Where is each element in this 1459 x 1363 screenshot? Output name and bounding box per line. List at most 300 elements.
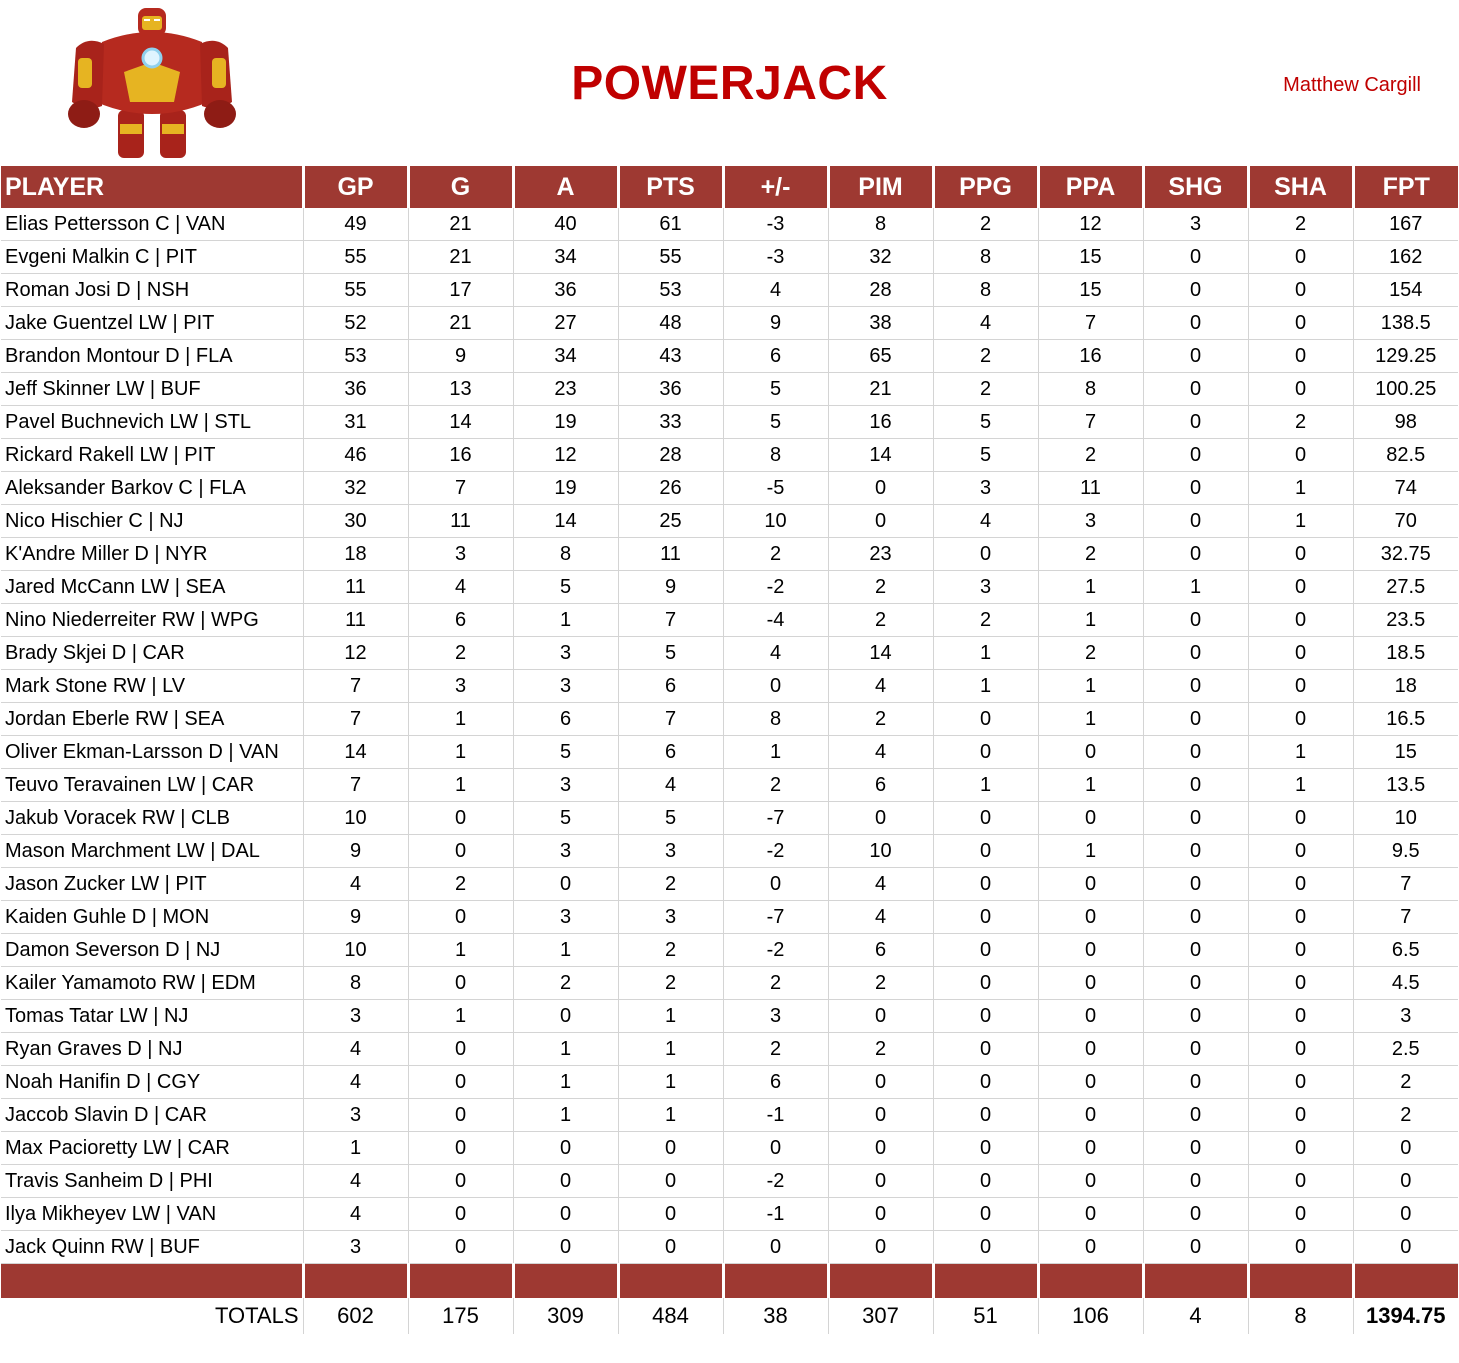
player-cell: K'Andre Miller D | NYR	[1, 538, 303, 571]
stat-cell: 4.5	[1353, 967, 1458, 1000]
stat-cell: 0	[933, 736, 1038, 769]
stat-cell: 1	[408, 1000, 513, 1033]
stat-cell: 1	[618, 1000, 723, 1033]
owner-name: Matthew Cargill	[1283, 74, 1421, 96]
stat-cell: 6	[828, 934, 933, 967]
stat-cell: 1	[618, 1033, 723, 1066]
stat-cell: 0	[828, 472, 933, 505]
stat-cell: 8	[828, 208, 933, 241]
table-row	[1, 901, 1458, 934]
stat-cell: 0	[408, 1132, 513, 1165]
stat-cell: 0	[933, 901, 1038, 934]
table-row	[1, 472, 1458, 505]
stat-cell: 0	[1353, 1198, 1458, 1231]
stat-cell: 0	[1038, 868, 1143, 901]
stat-cell: 27.5	[1353, 571, 1458, 604]
stat-cell: 0	[1248, 901, 1353, 934]
stat-cell: 1	[408, 736, 513, 769]
stat-cell: 1	[1248, 769, 1353, 802]
totals-cell: 51	[933, 1298, 1038, 1334]
column-header: GP	[303, 166, 408, 208]
stat-cell: 6.5	[1353, 934, 1458, 967]
stat-cell: 0	[933, 538, 1038, 571]
player-cell: Elias Pettersson C | VAN	[1, 208, 303, 241]
stat-cell: 6	[723, 1066, 828, 1099]
stat-cell: 34	[513, 241, 618, 274]
stat-cell: 0	[1038, 967, 1143, 1000]
stat-cell: 11	[303, 604, 408, 637]
totals-label: TOTALS	[1, 1298, 303, 1334]
divider-cell	[618, 1264, 723, 1299]
stat-cell: 0	[933, 868, 1038, 901]
stat-cell: 1	[1038, 703, 1143, 736]
stat-cell: 14	[828, 439, 933, 472]
stat-cell: 1	[513, 1099, 618, 1132]
stat-cell: 0	[1248, 1198, 1353, 1231]
stat-cell: 0	[828, 1099, 933, 1132]
stat-cell: 18	[1353, 670, 1458, 703]
stat-cell: 1	[408, 934, 513, 967]
stat-cell: 0	[1038, 1066, 1143, 1099]
stat-cell: 8	[723, 439, 828, 472]
stat-cell: 9	[618, 571, 723, 604]
table-row	[1, 439, 1458, 472]
stat-cell: 4	[303, 1165, 408, 1198]
stat-cell: 0	[513, 1231, 618, 1264]
stat-cell: 0	[1038, 1099, 1143, 1132]
stat-cell: 5	[513, 571, 618, 604]
stat-cell: 14	[303, 736, 408, 769]
table-row	[1, 307, 1458, 340]
player-cell: Jack Quinn RW | BUF	[1, 1231, 303, 1264]
stat-cell: 7	[1038, 307, 1143, 340]
stat-cell: 2	[933, 604, 1038, 637]
stat-cell: 4	[408, 571, 513, 604]
stat-cell: 0	[1143, 1099, 1248, 1132]
stat-cell: 43	[618, 340, 723, 373]
stat-cell: 0	[1248, 604, 1353, 637]
stat-cell: 70	[1353, 505, 1458, 538]
totals-row	[1, 1298, 1458, 1334]
stat-cell: 2	[723, 967, 828, 1000]
stat-cell: -2	[723, 934, 828, 967]
stat-cell: -1	[723, 1099, 828, 1132]
stat-cell: 30	[303, 505, 408, 538]
stat-cell: 1	[1038, 835, 1143, 868]
divider-cell	[1038, 1264, 1143, 1299]
player-cell: Jake Guentzel LW | PIT	[1, 307, 303, 340]
table-row	[1, 208, 1458, 241]
stat-cell: 0	[1038, 802, 1143, 835]
stat-cell: 0	[933, 802, 1038, 835]
divider-cell	[1143, 1264, 1248, 1299]
stat-cell: 1	[513, 934, 618, 967]
stat-cell: -2	[723, 835, 828, 868]
stat-cell: 61	[618, 208, 723, 241]
stat-cell: 1	[303, 1132, 408, 1165]
stat-cell: 0	[1248, 1033, 1353, 1066]
stat-cell: 0	[1143, 1165, 1248, 1198]
stat-cell: 2	[408, 637, 513, 670]
stat-cell: 33	[618, 406, 723, 439]
stat-cell: 7	[303, 670, 408, 703]
stat-cell: 0	[1143, 340, 1248, 373]
stat-cell: 0	[1248, 1231, 1353, 1264]
stat-cell: 2	[1038, 637, 1143, 670]
stat-cell: -7	[723, 901, 828, 934]
stat-cell: 0	[408, 1165, 513, 1198]
stat-cell: 0	[933, 1000, 1038, 1033]
stat-cell: 18	[303, 538, 408, 571]
stat-cell: 2	[723, 769, 828, 802]
stat-cell: 0	[1143, 637, 1248, 670]
table-row	[1, 967, 1458, 1000]
stat-cell: 6	[723, 340, 828, 373]
stat-cell: 0	[408, 802, 513, 835]
page-title: POWERJACK	[571, 57, 888, 110]
stat-cell: 7	[1353, 901, 1458, 934]
totals-cell: 602	[303, 1298, 408, 1334]
stat-cell: 2	[1353, 1099, 1458, 1132]
player-cell: Oliver Ekman-Larsson D | VAN	[1, 736, 303, 769]
player-cell: Brady Skjei D | CAR	[1, 637, 303, 670]
stat-cell: 7	[618, 604, 723, 637]
column-header: PPA	[1038, 166, 1143, 208]
stat-cell: 19	[513, 406, 618, 439]
stat-cell: 4	[723, 637, 828, 670]
stat-cell: 2	[828, 1033, 933, 1066]
stat-cell: 1	[1038, 670, 1143, 703]
stat-cell: 1	[933, 670, 1038, 703]
player-cell: Travis Sanheim D | PHI	[1, 1165, 303, 1198]
stat-cell: 6	[408, 604, 513, 637]
stat-cell: 28	[618, 439, 723, 472]
player-cell: Max Pacioretty LW | CAR	[1, 1132, 303, 1165]
stat-cell: 3	[513, 835, 618, 868]
stat-cell: 15	[1038, 241, 1143, 274]
stat-cell: 0	[1248, 637, 1353, 670]
stat-cell: 0	[1143, 505, 1248, 538]
stat-cell: 2	[1248, 406, 1353, 439]
stat-cell: 14	[408, 406, 513, 439]
stat-cell: -3	[723, 241, 828, 274]
stat-cell: 98	[1353, 406, 1458, 439]
stat-cell: 0	[1248, 835, 1353, 868]
stat-cell: 12	[303, 637, 408, 670]
stat-cell: 1	[933, 769, 1038, 802]
stat-cell: 0	[723, 1132, 828, 1165]
stat-cell: -2	[723, 1165, 828, 1198]
stat-cell: 0	[828, 1066, 933, 1099]
stat-cell: 13	[408, 373, 513, 406]
table-row	[1, 373, 1458, 406]
stat-cell: 9	[303, 901, 408, 934]
stat-cell: 0	[828, 1000, 933, 1033]
column-header: PPG	[933, 166, 1038, 208]
stat-cell: 0	[513, 1000, 618, 1033]
stat-cell: 2	[828, 703, 933, 736]
stat-cell: 0	[933, 1033, 1038, 1066]
stat-cell: 1	[1248, 472, 1353, 505]
stat-cell: 5	[933, 406, 1038, 439]
stat-cell: 3	[513, 637, 618, 670]
stat-cell: 53	[303, 340, 408, 373]
stat-cell: 0	[1143, 373, 1248, 406]
stat-cell: 4	[618, 769, 723, 802]
stat-cell: 12	[1038, 208, 1143, 241]
divider-cell	[723, 1264, 828, 1299]
player-cell: Jaccob Slavin D | CAR	[1, 1099, 303, 1132]
stat-cell: 19	[513, 472, 618, 505]
stat-cell: 15	[1353, 736, 1458, 769]
stat-cell: 2	[618, 967, 723, 1000]
stat-cell: 1	[513, 1066, 618, 1099]
stat-cell: 4	[933, 505, 1038, 538]
stat-cell: 2	[1248, 208, 1353, 241]
table-row	[1, 1033, 1458, 1066]
stat-cell: 14	[513, 505, 618, 538]
stat-cell: -3	[723, 208, 828, 241]
stat-cell: 6	[828, 769, 933, 802]
player-cell: Jeff Skinner LW | BUF	[1, 373, 303, 406]
player-cell: Mark Stone RW | LV	[1, 670, 303, 703]
stat-cell: 3	[618, 901, 723, 934]
stat-cell: 0	[933, 1165, 1038, 1198]
table-row	[1, 604, 1458, 637]
stat-cell: 0	[933, 967, 1038, 1000]
stat-cell: 0	[1143, 307, 1248, 340]
stat-cell: 2	[408, 868, 513, 901]
stat-cell: -1	[723, 1198, 828, 1231]
stat-cell: 0	[1248, 934, 1353, 967]
stat-cell: 3	[303, 1099, 408, 1132]
stat-cell: 4	[303, 1033, 408, 1066]
table-row	[1, 505, 1458, 538]
stat-cell: 16	[408, 439, 513, 472]
table-row	[1, 241, 1458, 274]
column-header: PLAYER	[1, 166, 303, 208]
stat-cell: 8	[933, 241, 1038, 274]
table-row	[1, 1198, 1458, 1231]
stat-cell: 3	[618, 835, 723, 868]
stat-cell: 16	[828, 406, 933, 439]
stat-cell: 65	[828, 340, 933, 373]
stat-cell: 0	[1353, 1132, 1458, 1165]
totals-cell: 309	[513, 1298, 618, 1334]
divider-cell	[513, 1264, 618, 1299]
column-header: PIM	[828, 166, 933, 208]
column-header: A	[513, 166, 618, 208]
stat-cell: 32	[828, 241, 933, 274]
table-row	[1, 1132, 1458, 1165]
stat-cell: 13.5	[1353, 769, 1458, 802]
stat-cell: 1	[933, 637, 1038, 670]
stat-cell: 10	[723, 505, 828, 538]
stat-cell: 21	[828, 373, 933, 406]
stat-cell: 0	[1248, 373, 1353, 406]
stat-cell: 0	[1143, 406, 1248, 439]
totals-cell: 4	[1143, 1298, 1248, 1334]
stat-cell: 0	[1143, 472, 1248, 505]
stat-cell: 0	[1143, 1231, 1248, 1264]
stat-cell: 3	[1353, 1000, 1458, 1033]
stat-cell: 1	[1248, 505, 1353, 538]
player-cell: Ryan Graves D | NJ	[1, 1033, 303, 1066]
player-cell: Teuvo Teravainen LW | CAR	[1, 769, 303, 802]
stat-cell: 5	[513, 736, 618, 769]
player-cell: Roman Josi D | NSH	[1, 274, 303, 307]
table-row	[1, 769, 1458, 802]
stat-cell: 25	[618, 505, 723, 538]
stat-cell: 0	[1143, 1198, 1248, 1231]
stat-cell: 1	[1038, 604, 1143, 637]
table-row	[1, 670, 1458, 703]
stat-cell: 2	[828, 571, 933, 604]
stat-cell: 0	[1248, 274, 1353, 307]
table-row	[1, 1231, 1458, 1264]
column-header: SHA	[1248, 166, 1353, 208]
stat-cell: 8	[723, 703, 828, 736]
stat-cell: 4	[828, 736, 933, 769]
divider-cell	[933, 1264, 1038, 1299]
player-cell: Noah Hanifin D | CGY	[1, 1066, 303, 1099]
stat-cell: 0	[828, 1198, 933, 1231]
stat-cell: 6	[513, 703, 618, 736]
stat-cell: 2	[1038, 439, 1143, 472]
stat-cell: 6	[618, 736, 723, 769]
stat-cell: 1	[618, 1066, 723, 1099]
stat-cell: 82.5	[1353, 439, 1458, 472]
totals-cell: 307	[828, 1298, 933, 1334]
table-row	[1, 274, 1458, 307]
stat-cell: 74	[1353, 472, 1458, 505]
stat-cell: 0	[933, 1066, 1038, 1099]
stat-cell: 7	[408, 472, 513, 505]
stat-cell: 1	[618, 1099, 723, 1132]
stat-cell: 0	[933, 1099, 1038, 1132]
stat-cell: 2	[618, 868, 723, 901]
stat-cell: 6	[618, 670, 723, 703]
stat-cell: 49	[303, 208, 408, 241]
stat-cell: 0	[933, 835, 1038, 868]
stat-cell: 3	[933, 571, 1038, 604]
player-cell: Nico Hischier C | NJ	[1, 505, 303, 538]
stat-cell: 0	[1038, 934, 1143, 967]
stat-cell: 0	[1038, 901, 1143, 934]
stat-cell: -4	[723, 604, 828, 637]
stat-cell: 55	[618, 241, 723, 274]
table-row	[1, 406, 1458, 439]
stat-cell: 0	[618, 1231, 723, 1264]
stat-cell: 0	[933, 703, 1038, 736]
stat-cell: 18.5	[1353, 637, 1458, 670]
stat-cell: 0	[408, 835, 513, 868]
divider-cell	[1353, 1264, 1458, 1299]
player-cell: Rickard Rakell LW | PIT	[1, 439, 303, 472]
stat-cell: 0	[408, 901, 513, 934]
stat-cell: 28	[828, 274, 933, 307]
stat-cell: 0	[513, 1198, 618, 1231]
stat-cell: 0	[618, 1132, 723, 1165]
stat-cell: 36	[513, 274, 618, 307]
stat-cell: 23	[513, 373, 618, 406]
stat-cell: 31	[303, 406, 408, 439]
stat-cell: 14	[828, 637, 933, 670]
stat-cell: 5	[513, 802, 618, 835]
player-cell: Kailer Yamamoto RW | EDM	[1, 967, 303, 1000]
stat-cell: 36	[303, 373, 408, 406]
stat-cell: 162	[1353, 241, 1458, 274]
player-cell: Brandon Montour D | FLA	[1, 340, 303, 373]
stat-cell: 0	[1248, 1066, 1353, 1099]
stat-cell: 16.5	[1353, 703, 1458, 736]
totals-cell: 484	[618, 1298, 723, 1334]
stat-cell: 1	[1248, 736, 1353, 769]
stat-cell: 0	[1248, 703, 1353, 736]
player-cell: Jason Zucker LW | PIT	[1, 868, 303, 901]
stat-cell: 0	[1248, 967, 1353, 1000]
divider-cell	[828, 1264, 933, 1299]
stat-cell: 38	[828, 307, 933, 340]
divider-cell	[1248, 1264, 1353, 1299]
stat-cell: 21	[408, 307, 513, 340]
stat-cell: 0	[828, 505, 933, 538]
stat-cell: 0	[1143, 868, 1248, 901]
stat-cell: 2	[933, 208, 1038, 241]
stat-cell: 55	[303, 241, 408, 274]
stat-cell: 10	[303, 934, 408, 967]
stat-cell: 55	[303, 274, 408, 307]
stat-cell: 4	[828, 670, 933, 703]
stat-cell: 167	[1353, 208, 1458, 241]
stat-cell: 4	[828, 868, 933, 901]
totals-divider	[1, 1264, 1458, 1299]
stat-cell: 100.25	[1353, 373, 1458, 406]
stat-cell: 0	[1143, 538, 1248, 571]
stat-cell: 0	[1248, 802, 1353, 835]
stat-cell: 0	[1143, 934, 1248, 967]
stat-cell: 11	[303, 571, 408, 604]
table-row	[1, 703, 1458, 736]
stat-cell: 4	[723, 274, 828, 307]
stat-cell: 138.5	[1353, 307, 1458, 340]
stat-cell: 0	[618, 1165, 723, 1198]
stat-cell: 5	[618, 637, 723, 670]
stat-cell: 2	[723, 1033, 828, 1066]
stat-cell: 0	[1248, 1132, 1353, 1165]
stat-cell: 34	[513, 340, 618, 373]
stat-cell: 5	[933, 439, 1038, 472]
column-header: SHG	[1143, 166, 1248, 208]
stat-cell: 9	[408, 340, 513, 373]
stat-cell: 0	[618, 1198, 723, 1231]
stat-cell: 1	[408, 769, 513, 802]
stat-cell: 4	[933, 307, 1038, 340]
stat-cell: 0	[1248, 439, 1353, 472]
stat-cell: 40	[513, 208, 618, 241]
stat-cell: 0	[933, 1132, 1038, 1165]
stat-cell: 0	[723, 670, 828, 703]
divider-cell	[303, 1264, 408, 1299]
stat-cell: 0	[1038, 736, 1143, 769]
stat-cell: 2	[933, 340, 1038, 373]
stat-cell: 5	[723, 406, 828, 439]
player-cell: Tomas Tatar LW | NJ	[1, 1000, 303, 1033]
stat-cell: 1	[513, 1033, 618, 1066]
stat-cell: 0	[723, 1231, 828, 1264]
stat-cell: 0	[933, 934, 1038, 967]
stat-cell: 10	[1353, 802, 1458, 835]
